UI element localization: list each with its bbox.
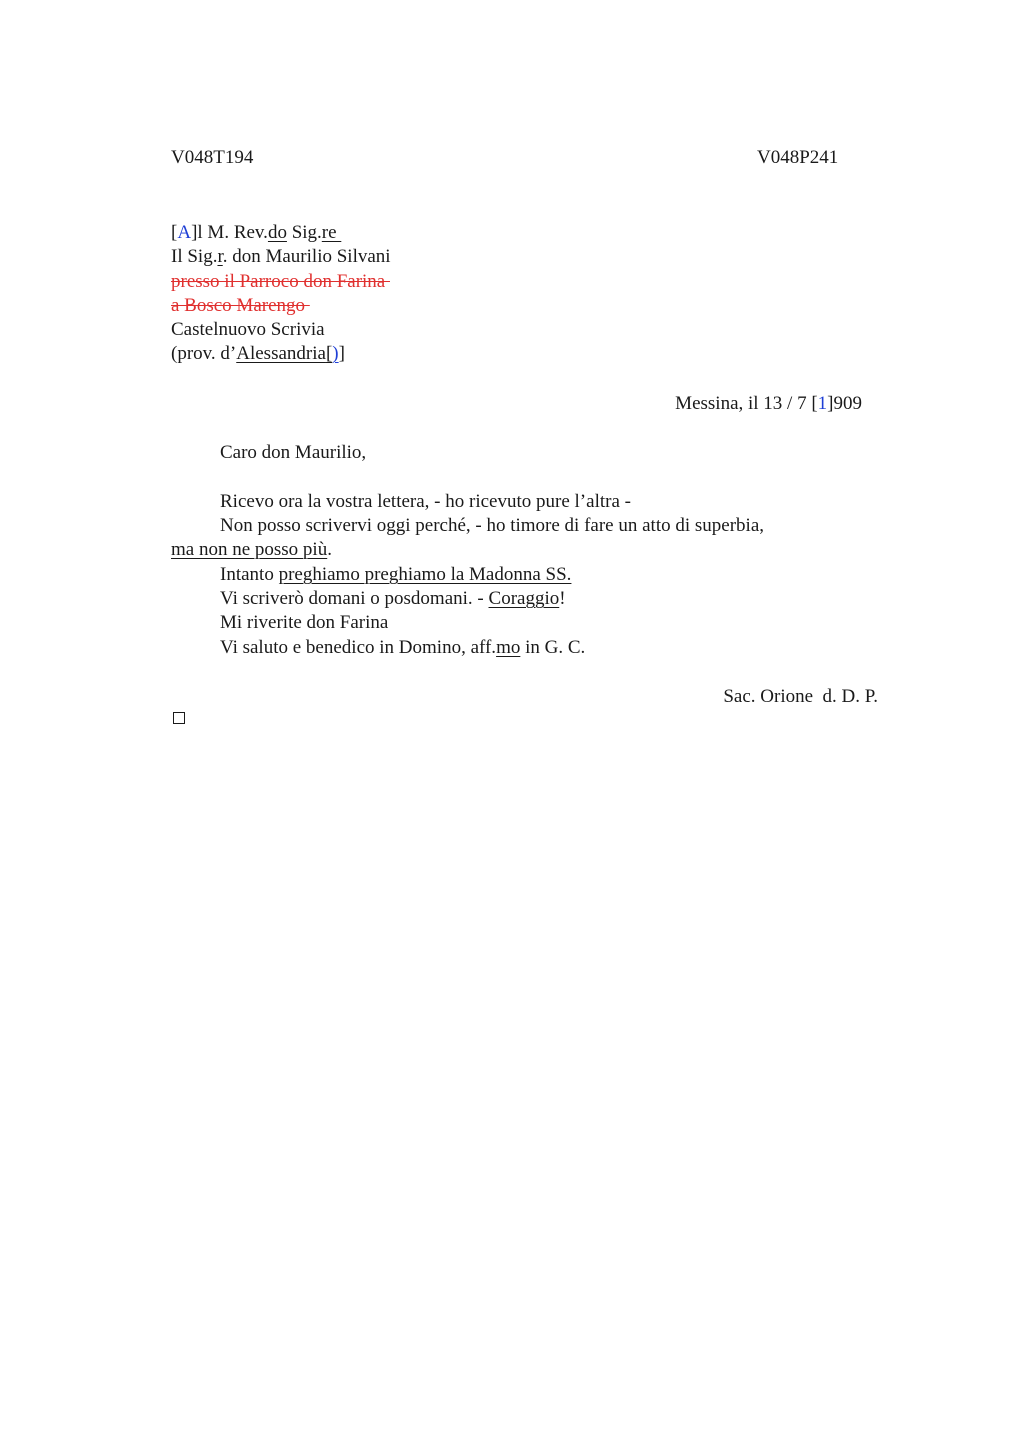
address-line-5: Castelnuovo Scrivia — [171, 319, 325, 340]
underlined-text: ma non ne posso più — [171, 539, 328, 560]
editorial-letter: A — [177, 222, 192, 243]
body-line-7 — [220, 636, 585, 660]
body-text: ! — [559, 588, 566, 609]
dateline-text: Messina, il 13 / 7 [ — [675, 393, 818, 414]
document-code-left: V048T194 — [171, 147, 254, 168]
body-text: in G. C. — [520, 637, 586, 658]
address-text: ]l M. Rev. — [191, 222, 268, 243]
abbreviation-superscript: mo — [496, 637, 521, 658]
body-line-2: Non posso scrivervi oggi perché, - ho timore di fare un atto di superbia, — [220, 515, 764, 536]
body-line-1: Ricevo ora la vostra lettera, - ho ricevuto pure l’altra - — [220, 491, 631, 512]
abbreviation-superscript: do — [267, 222, 287, 243]
body-text: . — [327, 539, 332, 560]
document-code-right: V048P241 — [757, 147, 839, 168]
editorial-paren: ) — [332, 343, 339, 364]
address-text: Il Sig. — [171, 246, 218, 267]
empty-box-icon — [173, 712, 185, 724]
dateline — [675, 392, 862, 416]
salutation: Caro don Maurilio, — [220, 442, 367, 463]
address-line-1 — [171, 221, 341, 245]
address-line-struck-1: presso il Parroco don Farina — [171, 271, 390, 292]
dateline-text: ]909 — [827, 393, 862, 414]
address-text: (prov. d’ — [171, 343, 237, 364]
body-line-5 — [220, 587, 566, 611]
body-text: Vi scriverò domani o posdomani. - — [220, 588, 489, 609]
abbreviation-superscript: r — [217, 246, 223, 267]
place-name: Alessandria — [236, 343, 326, 364]
address-line-6 — [171, 342, 345, 366]
body-text: Vi saluto e benedico in Domino, aff. — [220, 637, 497, 658]
abbreviation-superscript: re — [321, 222, 342, 243]
address-text: Sig. — [286, 222, 322, 243]
body-line-4 — [220, 563, 571, 587]
signature: Sac. Orione d. D. P. — [723, 686, 878, 707]
address-text: . don Maurilio Silvani — [222, 246, 391, 267]
bracket-open: [ — [171, 222, 178, 243]
body-line-3 — [171, 538, 332, 562]
body-text: Intanto — [220, 564, 279, 585]
bracket-close: ] — [338, 343, 345, 364]
underlined-text: Coraggio — [488, 588, 560, 609]
body-line-6: Mi riverite don Farina — [220, 612, 389, 633]
bracket-open: [ — [325, 343, 333, 364]
underlined-text: preghiamo preghiamo la Madonna SS. — [278, 564, 572, 585]
address-line-struck-2: a Bosco Marengo — [171, 295, 310, 316]
address-line-2 — [171, 245, 391, 269]
editorial-digit: 1 — [817, 393, 828, 414]
